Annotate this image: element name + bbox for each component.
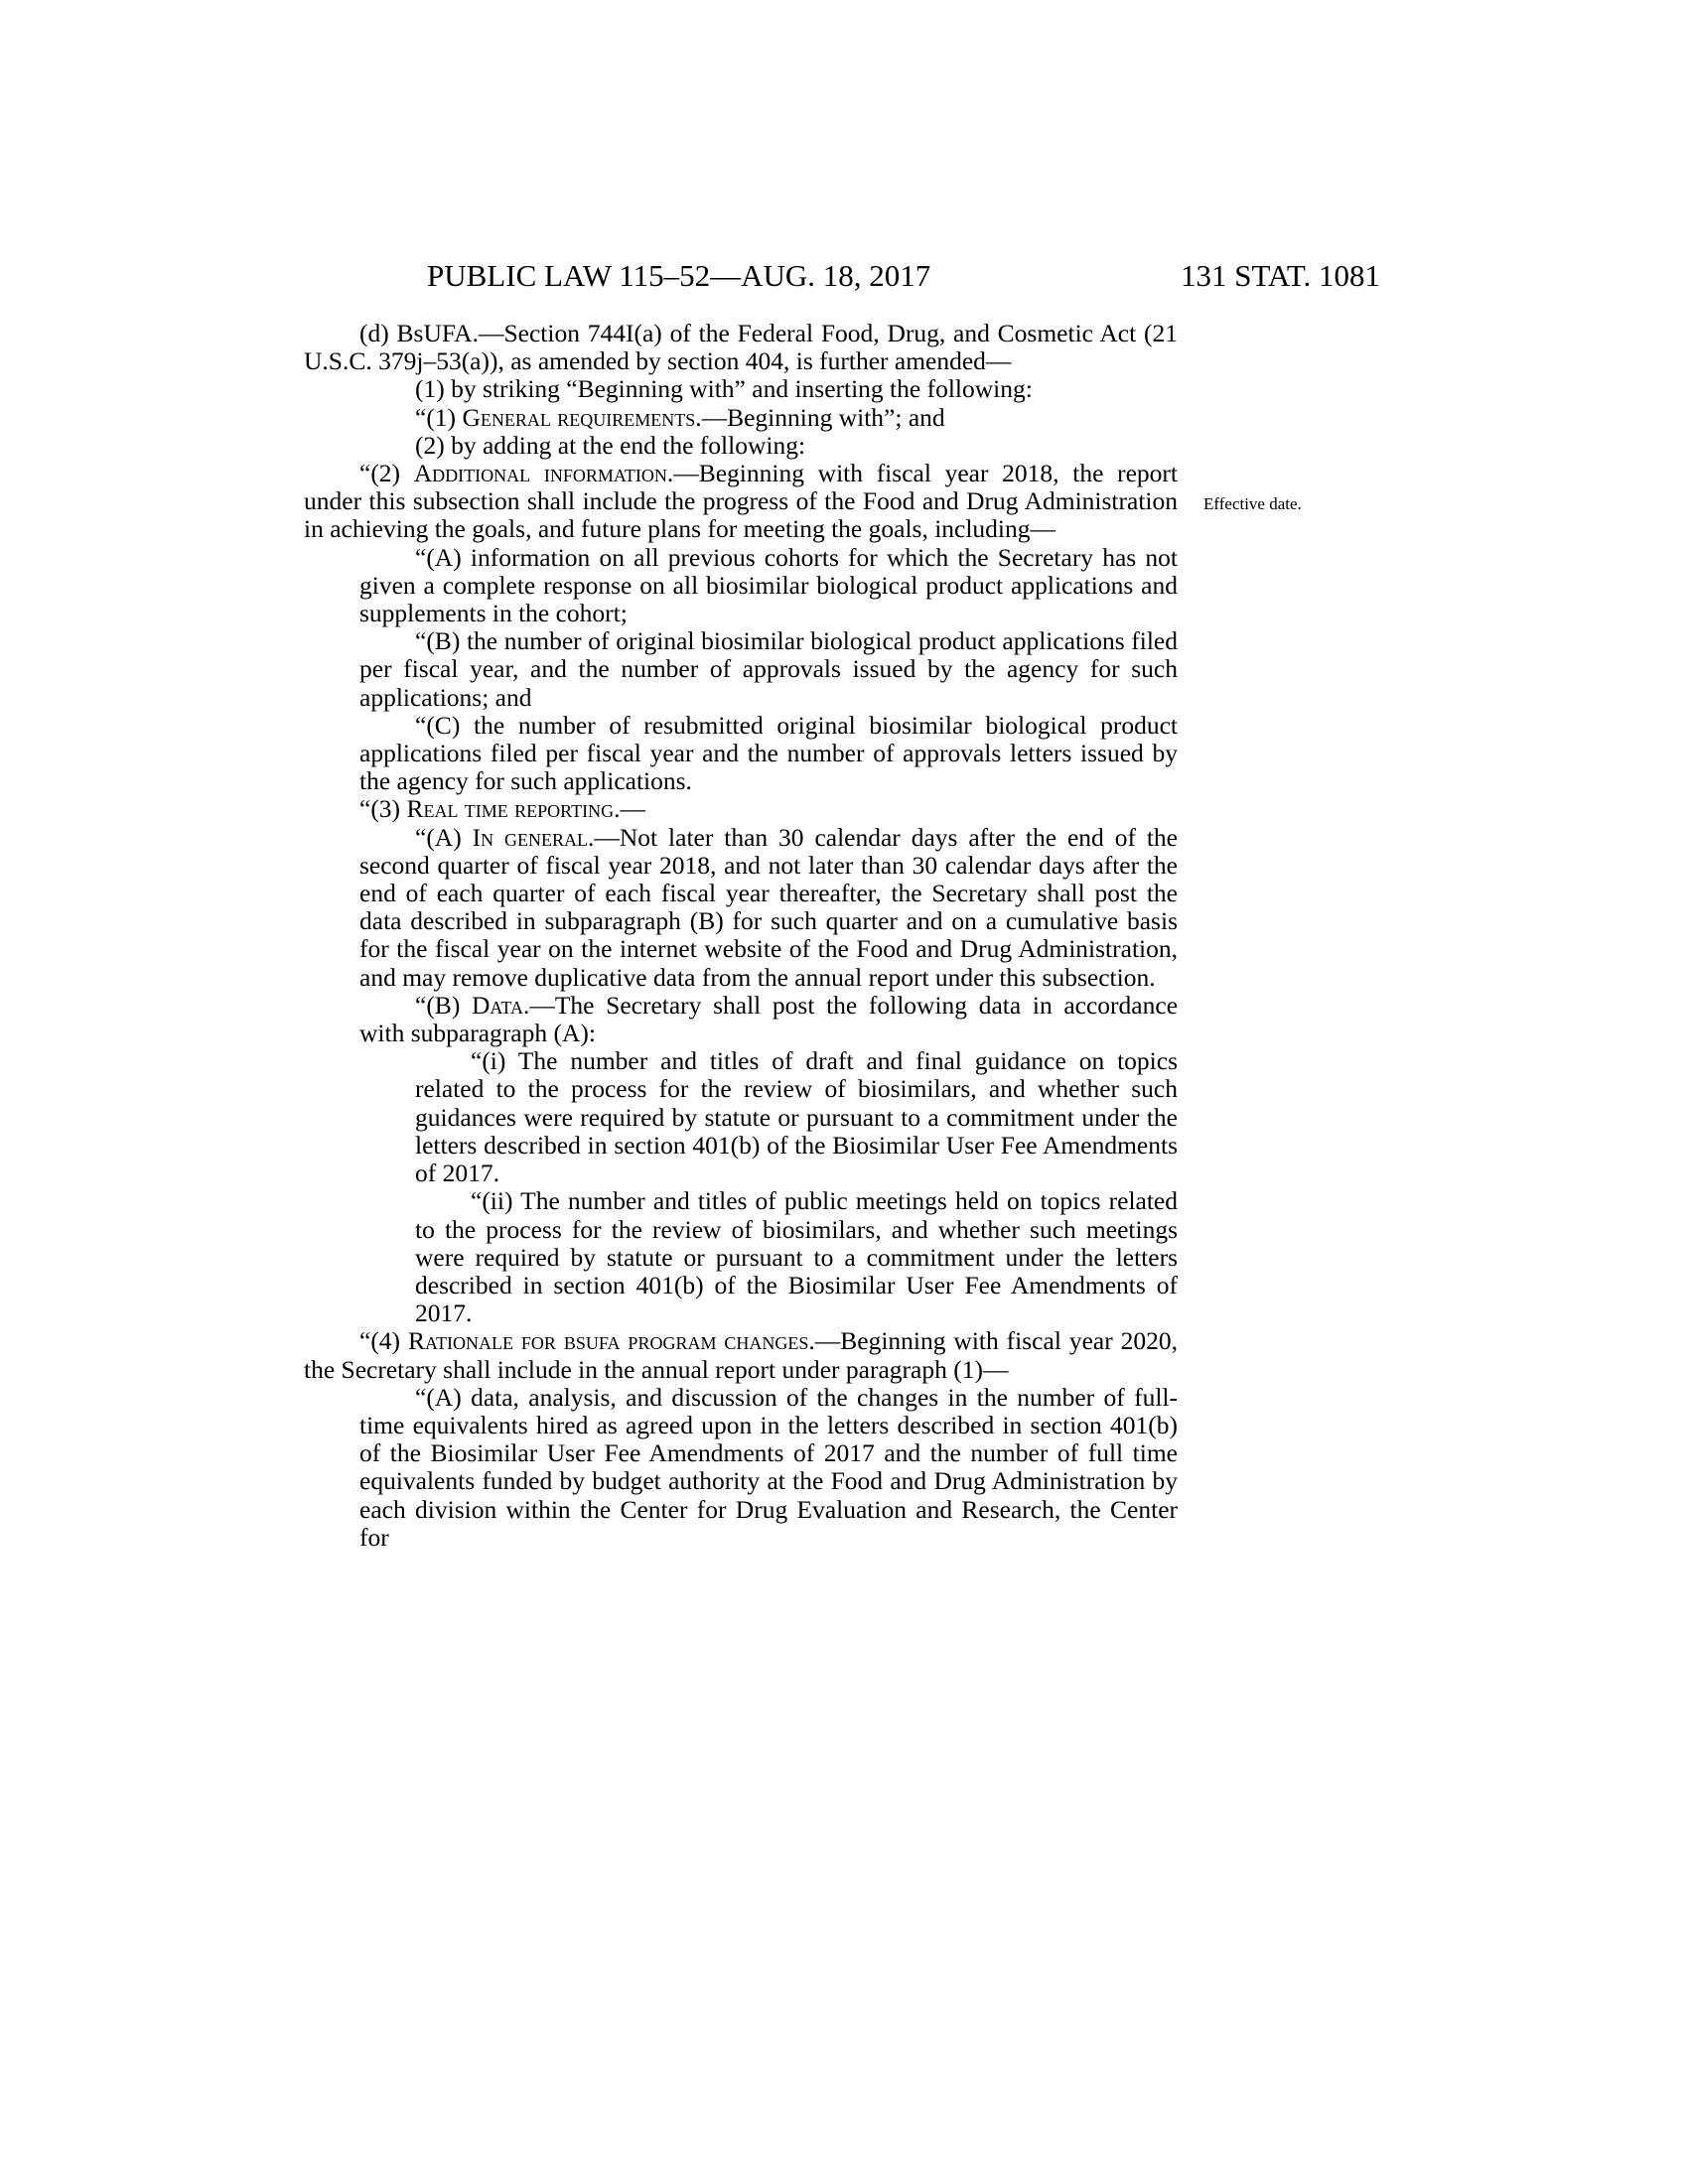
paragraph-4-text: .—Beginning with fiscal year 2020, the Secretary shall include in the annual report under paragraph (1)— <box>304 1326 1178 1384</box>
clause-3b-ii: “(ii) The number and titles of public meetings held on topics related to the process for the review of biosimilars, and whether such meetings were required by statute or pursuant to a commitment under the letters described in section 401(b) of the Biosimilar User Fee Amendments of 2017. <box>415 1186 1178 1328</box>
paragraph-d-heading: (d) BsUFA. <box>359 319 479 347</box>
paragraph-3-heading: Real time reporting <box>406 794 615 824</box>
subparagraph-3a-heading: In general <box>472 822 589 852</box>
paragraph-4-number: “(4) <box>359 1326 408 1356</box>
paragraph-1-insert-heading: General requirements <box>462 402 696 432</box>
paragraph-2-insert-text: .—Beginning with fiscal year 2018, the report under this subsection shall include the progress of the Food and Drug Administration in achieving the goals, and future plans for meeting the goals, including— <box>304 459 1178 544</box>
paragraph-4 <box>304 1327 1178 1383</box>
paragraph-1-insert-text: .—Beginning with”; and <box>695 402 945 432</box>
paragraph-2-insert-number: “(2) <box>359 459 414 488</box>
paragraph-1: (1) by striking “Beginning with” and inserting the following: <box>415 374 1033 404</box>
subparagraph-3b <box>304 992 1178 1047</box>
subparagraph-3a-text: .—Not later than 30 calendar days after the end of the second quarter of fiscal year 2018, and not later than 30 calendar days after the end of each quarter of each fiscal year thereafter, the Secretary shall post the data described in subparagraph (B) for such quarter and on a cumulative basis for the fiscal year on the internet website of the Food and Drug Administration, and may remove duplicative data from the annual report under this subsection. <box>359 822 1178 992</box>
subparagraph-3b-heading: Data <box>471 990 523 1020</box>
paragraph-3-text: .— <box>614 794 645 824</box>
page-header <box>427 256 1380 296</box>
subparagraph-3a <box>304 824 1178 992</box>
subparagraph-2c: “(C) the number of resubmitted original biosimilar biological product applications filed per fiscal year and the number of approvals letters issued by the agency for such applications. <box>359 710 1178 796</box>
paragraph-1-insert <box>304 404 1178 432</box>
statute-body <box>304 320 1178 1552</box>
paragraph-d-text: —Section 744I(a) of the Federal Food, Drug, and Cosmetic Act (21 U.S.C. 379j–53(a)), as amended by section 404, is further amended— <box>304 319 1178 376</box>
law-title: PUBLIC LAW 115–52—AUG. 18, 2017 <box>427 258 931 293</box>
clause-3b-i: “(i) The number and titles of draft and final guidance on topics related to the process for the review of biosimilars, and whether such guidances were required by statute or pursuant to a commitment under the letters described in section 401(b) of the Biosimilar User Fee Amendments of 2017. <box>415 1046 1178 1188</box>
subparagraph-2b: “(B) the number of original biosimilar biological product applications filed per fiscal year, and the number of approvals issued by the agency for such applications; and <box>359 626 1178 712</box>
subparagraph-4a: “(A) data, analysis, and discussion of the changes in the number of full-time equivalents hired as agreed upon in the letters described in section 401(b) of the Biosimilar User Fee Amendments of 2017 and the number of full time equivalents funded by budget authority at the Food and Drug Administration by each division within the Center for Drug Evaluation and Research, the Center for <box>359 1382 1178 1552</box>
subparagraph-3b-text: .—The Secretary shall post the following data in accordance with subparagraph (A): <box>359 990 1179 1048</box>
paragraph-3 <box>304 795 1178 823</box>
statute-citation: 131 STAT. 1081 <box>1180 258 1380 293</box>
paragraph-2: (2) by adding at the end the following: <box>415 430 806 460</box>
paragraph-d <box>304 320 1178 375</box>
paragraph-2-insert <box>304 460 1178 544</box>
paragraph-2-insert-heading: Additional information <box>413 459 667 488</box>
paragraph-3-number: “(3) <box>359 794 407 824</box>
paragraph-1-insert-number: “(1) <box>415 402 463 432</box>
margin-note-effective-date: Effective date. <box>1203 494 1302 513</box>
paragraph-4-heading: Rationale for bsufa program changes <box>407 1326 809 1356</box>
subparagraph-3b-number: “(B) <box>415 990 472 1020</box>
subparagraph-3a-number: “(A) <box>415 822 473 852</box>
subparagraph-2a: “(A) information on all previous cohorts for which the Secretary has not given a complete response on all biosimilar biological product applications and supplements in the cohort; <box>359 542 1178 628</box>
